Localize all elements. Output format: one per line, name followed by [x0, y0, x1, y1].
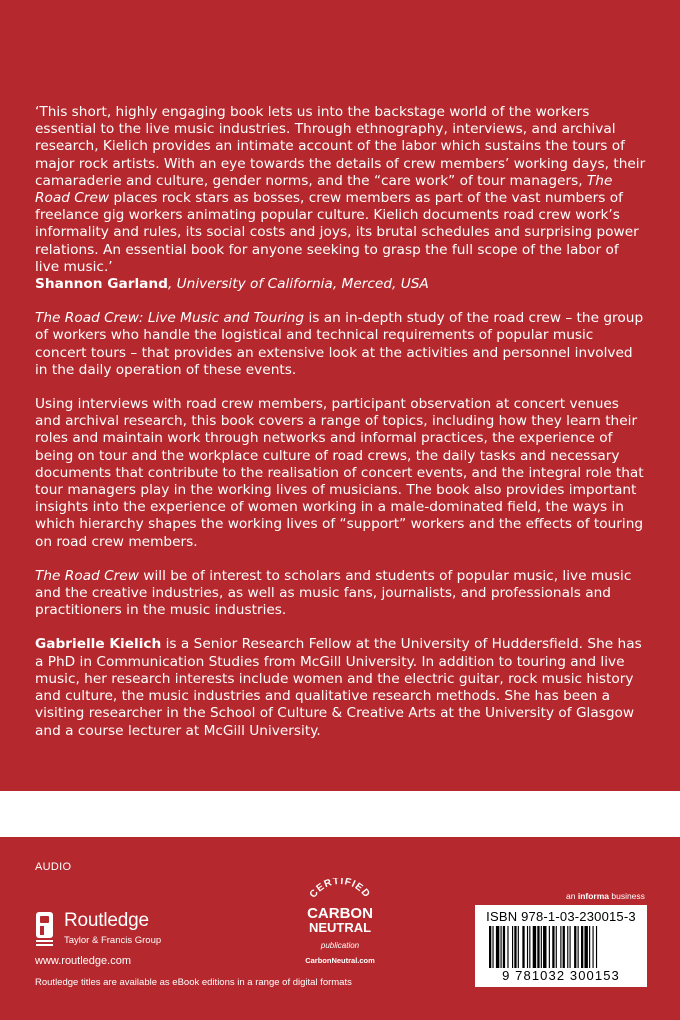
barcode-bar	[518, 926, 519, 968]
author-name: Gabrielle Kielich	[35, 636, 162, 653]
barcode-bar	[529, 926, 530, 968]
barcode-bar	[496, 926, 499, 968]
barcode-bar	[556, 926, 557, 968]
praise-affiliation: , University of California, Merced, USA	[167, 276, 429, 293]
barcode-bar	[492, 926, 493, 968]
category-label: AUDIO	[35, 861, 72, 873]
author-bio: Gabrielle Kielich is a Senior Research Fellow at the University of Huddersfield. She has a PhD in Communication Studies from McGill University. In addition to touring and live music, her research interests include women and the electric guitar, rock music history and culture, the music industries and qualitative research methods. She has been a visiting researcher in the School of Culture & Creative Arts at the University of Glasgow and a course lecturer at McGill University.	[35, 636, 642, 739]
barcode-bar	[593, 926, 594, 968]
barcode-bar	[514, 926, 516, 968]
isbn-text: ISBN 978-1-03-230015-3	[486, 909, 636, 924]
svg-text:CERTIFIED	[308, 878, 372, 900]
barcode-bar	[584, 926, 587, 968]
publisher-website: www.routledge.com	[35, 955, 131, 967]
barcode-bar	[567, 926, 568, 968]
routledge-mark-icon	[34, 910, 56, 948]
barcode-bar	[537, 926, 539, 968]
barcode-bars-icon	[489, 926, 633, 968]
cn-publication: publication	[320, 941, 360, 950]
barcode-bar	[596, 926, 597, 968]
praise-attribution	[35, 276, 647, 293]
cn-neutral: NEUTRAL	[308, 920, 372, 935]
barcode-bar	[574, 926, 576, 968]
barcode-bar	[533, 926, 536, 968]
barcode-bar	[549, 926, 550, 968]
carbon-neutral-badge-icon	[290, 878, 390, 958]
routledge-logo	[34, 910, 184, 952]
publisher-group: Taylor & Francis Group	[64, 935, 162, 946]
cn-url: CarbonNeutral.com	[305, 956, 375, 965]
isbn-barcode	[475, 905, 647, 987]
barcode-bar	[581, 926, 583, 968]
barcode-bar	[489, 926, 491, 968]
praise-author: Shannon Garland	[35, 276, 168, 293]
barcode-bar	[589, 926, 590, 968]
barcode-bar	[578, 926, 579, 968]
barcode-bar	[541, 926, 542, 968]
barcode-bar	[507, 926, 508, 968]
barcode-bar	[527, 926, 528, 968]
barcode-digits: 9 781032 300153	[502, 968, 620, 983]
barcode-bar	[503, 926, 505, 968]
carbon-neutral-logo	[290, 878, 390, 968]
description-paragraph-3: The Road Crew will be of interest to scholars and students of popular music, live music and the creative industries, as well as music fans, journalists, and professionals and practitioners in the music industries.	[35, 567, 632, 619]
barcode-bar	[512, 926, 513, 968]
publisher-name: Routledge	[64, 910, 149, 931]
barcode-bar	[501, 926, 502, 968]
back-cover-text	[35, 104, 647, 740]
barcode-bar	[570, 926, 571, 968]
barcode-bar	[522, 926, 524, 968]
cn-certified: CERTIFIED	[307, 878, 373, 901]
barcode-bar	[543, 926, 546, 968]
barcode-bar	[563, 926, 565, 968]
barcode-bar	[560, 926, 561, 968]
description-paragraph-1: The Road Crew: Live Music and Touring is an in-depth study of the road crew – the group of workers who handle the logistical and technical requirements of popular music concert tours – that provides an extensive look at the activities and personnel involved in the daily operation of these events.	[35, 310, 644, 378]
barcode-bar	[552, 926, 554, 968]
cn-carbon: CARBON	[307, 905, 373, 922]
ebook-note: Routledge titles are available as eBook editions in a range of digital formats	[35, 977, 352, 988]
informa-business: an informa business	[566, 891, 645, 901]
praise-quote: ‘This short, highly engaging book lets us into the backstage world of the workers essential to the live music industries. Through ethnography, interviews, and archival research, Kielich provides an intimate account of the labor which sustains the tours of major rock artists. With an eye towards the details of crew members’ working days, their camaraderie and culture, gender norms, and the “care work” of tour managers, The Road Crew places rock stars as bosses, crew members as part of the vast numbers of freelance gig workers animating popular culture. Kielich documents road crew work’s informality and rules, its social costs and joys, its brutal schedules and surprising power relations. An essential book for anyone seeking to grasp the full scope of the labor of live music.’	[35, 104, 646, 275]
white-band	[0, 791, 680, 837]
description-paragraph-2: Using interviews with road crew members, participant observation at concert venues and archival research, this book covers a range of topics, including how they learn their roles and maintain work through networks and informal practices, the experience of being on tour and the workplace culture of road crews, the daily tasks and necessary documents that contribute to the realisation of concert events, and the integral role that tour managers play in the working lives of musicians. The book also provides important insights into the experience of women working in a male-dominated field, the ways in which hierarchy shapes the working lives of “support” workers and the effects of touring on road crew members.	[35, 396, 644, 550]
